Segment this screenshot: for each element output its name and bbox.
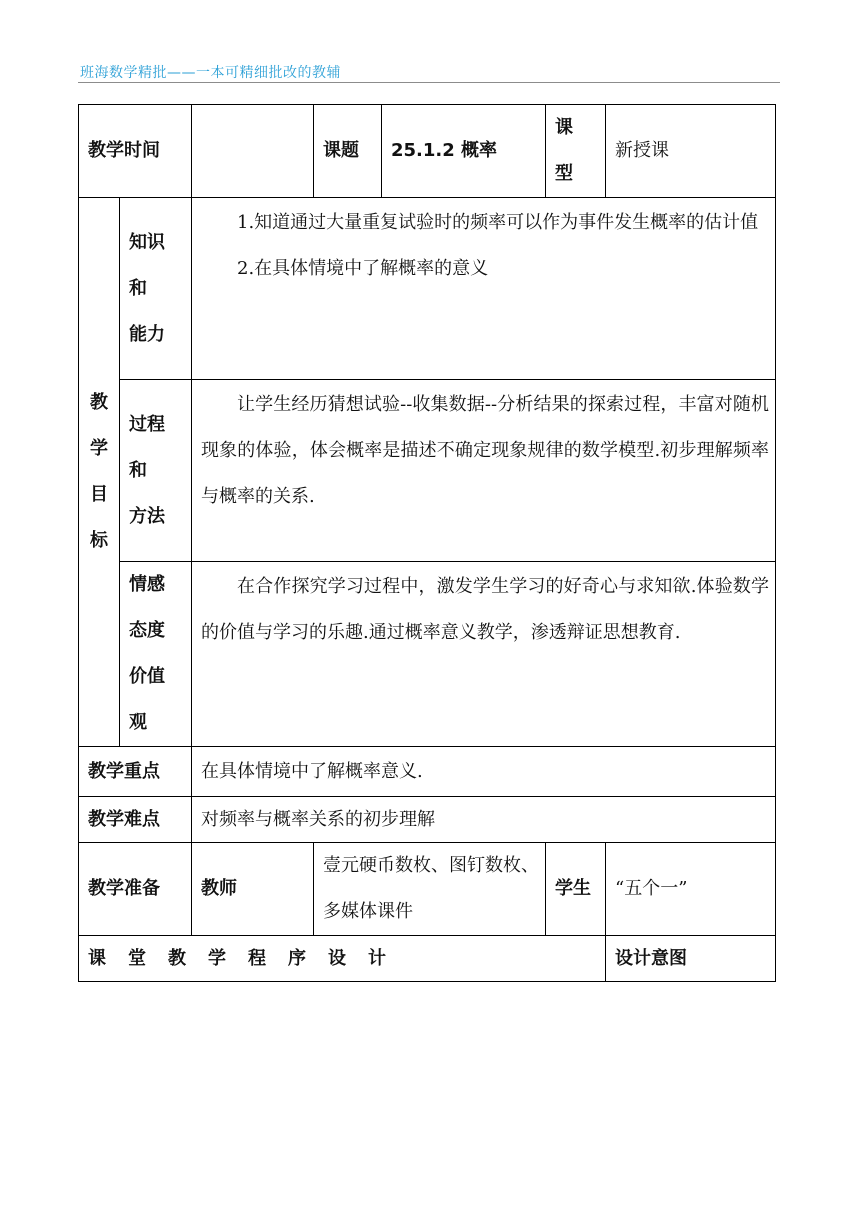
lesson-design-heading (79, 936, 606, 982)
lesson-design-char: 教 (168, 947, 186, 969)
teacher-label: 教师 (192, 843, 314, 936)
row-preparation (79, 843, 776, 936)
goals-label-char: 教 (90, 392, 108, 413)
lesson-design-char: 堂 (128, 947, 146, 969)
lesson-type-label-line2: 型 (555, 163, 573, 184)
emotion-label-line: 态度 (129, 620, 165, 641)
emotion-content (192, 562, 776, 747)
row-knowledge (79, 198, 776, 380)
goals-label-char: 标 (90, 530, 108, 551)
knowledge-label (120, 198, 192, 380)
goals-label-char: 目 (90, 484, 108, 505)
process-label-line: 和 (129, 459, 147, 481)
lesson-design-char: 学 (208, 947, 226, 969)
topic-label: 课题 (314, 105, 382, 198)
lesson-design-char: 计 (368, 947, 386, 969)
goals-label-char: 学 (90, 438, 108, 459)
topic-value: 25.1.2 概率 (382, 105, 546, 198)
knowledge-content (192, 198, 776, 380)
lesson-design-char: 课 (88, 947, 106, 969)
row-key-point (79, 747, 776, 797)
difficulty-value: 对频率与概率关系的初步理解 (192, 797, 776, 843)
student-label: 学生 (546, 843, 606, 936)
row-process (79, 380, 776, 562)
teaching-time-label: 教学时间 (79, 105, 192, 198)
preparation-label: 教学准备 (79, 843, 192, 936)
lesson-type-label (546, 105, 606, 198)
row-basic-info (79, 105, 776, 198)
process-text: 让学生经历猜想试验--收集数据--分析结果的探索过程，丰富对随机现象的体验，体会概率是描述不确定现象规律的数学模型.初步理解频率与概率的关系. (201, 394, 769, 507)
emotion-label (120, 562, 192, 747)
goals-label (79, 198, 120, 747)
row-difficulty (79, 797, 776, 843)
lesson-type-label-line1: 课 (555, 117, 573, 138)
lesson-design-char: 设 (328, 947, 346, 969)
key-point-value: 在具体情境中了解概率意义. (192, 747, 776, 797)
lesson-design-char: 序 (288, 947, 306, 969)
knowledge-label-line: 和 (129, 277, 147, 299)
process-label (120, 380, 192, 562)
row-emotion (79, 562, 776, 747)
knowledge-line-1: 1.知道通过大量重复试验时的频率可以作为事件发生概率的估计值 (237, 212, 759, 233)
lesson-plan-table (78, 104, 776, 982)
student-materials: “五个一” (606, 843, 776, 936)
emotion-text: 在合作探究学习过程中，激发学生学习的好奇心与求知欲.体验数学的价值与学习的乐趣.通过概率意义教学，渗透辩证思想教育. (201, 576, 769, 643)
emotion-label-line: 观 (129, 712, 147, 733)
emotion-label-line: 价值 (129, 666, 165, 687)
emotion-label-line: 情感 (129, 574, 165, 595)
key-point-label: 教学重点 (79, 747, 192, 797)
lesson-type-value: 新授课 (606, 105, 776, 198)
knowledge-line-2: 2.在具体情境中了解概率的意义 (237, 258, 489, 279)
difficulty-label: 教学难点 (79, 797, 192, 843)
header-brand-text: 班海数学精批——一本可精细批改的教辅 (80, 65, 341, 81)
teacher-materials: 壹元硬币数枚、图钉数枚、多媒体课件 (314, 843, 546, 936)
lesson-design-char: 程 (248, 947, 266, 969)
process-content (192, 380, 776, 562)
knowledge-label-line: 能力 (129, 323, 165, 345)
knowledge-label-line: 知识 (129, 231, 165, 253)
process-label-line: 过程 (129, 413, 165, 435)
process-label-line: 方法 (129, 505, 165, 527)
row-design (79, 936, 776, 982)
teaching-time-value (192, 105, 314, 198)
header-divider (78, 82, 780, 83)
design-intent-label: 设计意图 (606, 936, 776, 982)
